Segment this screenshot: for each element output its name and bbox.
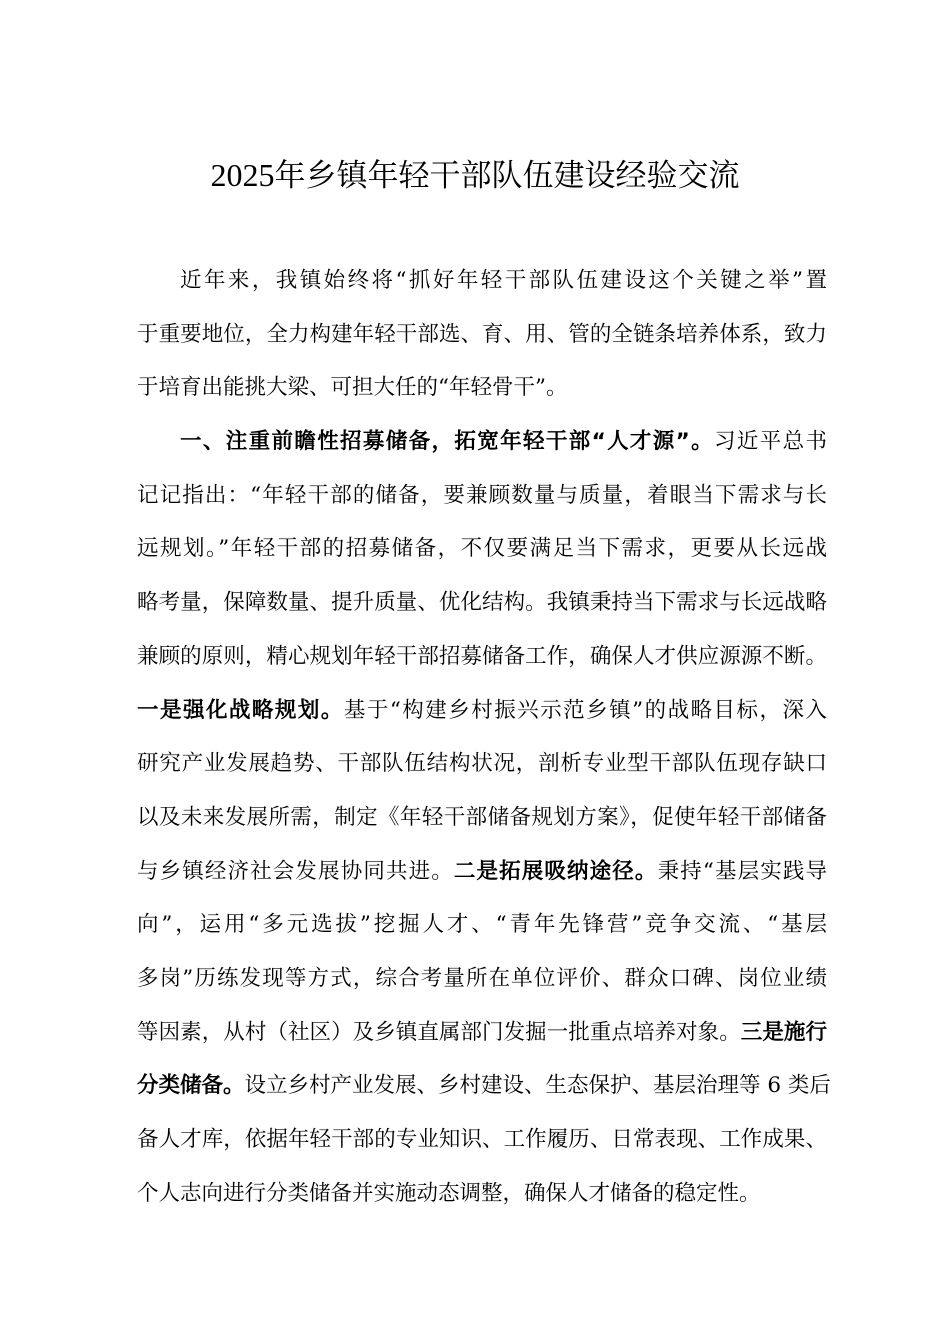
- body-text: 向”，运用“多元选拔”挖掘人才、“青年先锋营”竞争交流、“基层: [137, 912, 827, 938]
- text-line: [137, 1167, 827, 1221]
- body-text: 个人志向进行分类储备并实施动态调整，确保人才储备的稳定性。: [137, 1180, 761, 1206]
- text-line: [137, 630, 827, 684]
- body-text: 以及未来发展所需，制定《年轻干部储备规划方案》，促使年轻干部储备: [137, 804, 827, 830]
- body-text: 与乡镇经济社会发展协同共进。: [137, 858, 454, 884]
- text-line: [137, 361, 827, 415]
- bold-heading-text: 二是拓展吸纳途径。: [453, 858, 658, 884]
- title-text: 年乡镇年轻干部队伍建设经验交流: [274, 157, 740, 194]
- text-line: [137, 308, 827, 362]
- text-line: [137, 845, 827, 899]
- text-line: [137, 952, 827, 1006]
- body-text: 备人才库，依据年轻干部的专业知识、工作履历、日常表现、工作成果、: [137, 1127, 827, 1152]
- body-text: 秉持“基层实践导: [657, 858, 827, 884]
- body-text: 于重要地位，全力构建年轻干部选、育、用、管的全链条培养体系，致力: [137, 321, 827, 347]
- text-line: [137, 469, 827, 523]
- document-title: [0, 153, 950, 198]
- body-text: 基于“构建乡村振兴示范乡镇”的战略目标，深入: [343, 697, 827, 723]
- bold-heading-text: 一是强化战略规划。: [137, 697, 344, 723]
- body-text: 设立乡村产业发展、乡村建设、生态保护、基层治理等 6 类后: [244, 1073, 831, 1099]
- body-text: 远规划。”年轻干部的招募储备，不仅要满足当下需求，更要从长远战: [137, 536, 827, 562]
- text-line: [137, 254, 827, 308]
- text-line: [137, 415, 827, 469]
- text-line: [137, 1059, 831, 1113]
- bold-heading-text: 分类储备。: [137, 1073, 245, 1099]
- text-line: [137, 1113, 827, 1167]
- text-line: [137, 791, 827, 845]
- text-line: [137, 737, 827, 791]
- document-body: [137, 254, 831, 1220]
- bold-heading-text: 一、注重前瞻性招募储备，拓宽年轻干部“人才源”。: [180, 429, 715, 455]
- body-text: 研究产业发展趋势、干部队伍结构状况，剖析专业型干部队伍现存缺口: [137, 751, 827, 777]
- bold-heading-text: 三是施行: [740, 1019, 827, 1045]
- text-line: [137, 898, 827, 952]
- body-text: 于培育出能挑大梁、可担大任的“年轻骨干”。: [137, 375, 568, 401]
- body-text: 近年来，我镇始终将“抓好年轻干部队伍建设这个关键之举”置: [180, 268, 827, 293]
- body-text: 略考量，保障数量、提升质量、优化结构。我镇秉持当下需求与长远战略: [137, 590, 827, 616]
- text-line: [137, 1006, 827, 1060]
- body-text: 习近平总书: [714, 429, 827, 455]
- text-line: [137, 522, 827, 576]
- body-text: 等因素，从村（社区）及乡镇直属部门发掘一批重点培养对象。: [137, 1019, 741, 1045]
- body-text: 多岗”历练发现等方式，综合考量所在单位评价、群众口碑、岗位业绩: [137, 965, 827, 991]
- body-text: 兼顾的原则，精心规划年轻干部招募储备工作，确保人才供应源源不断。: [137, 643, 827, 669]
- body-text: 记记指出：“年轻干部的储备，要兼顾数量与质量，着眼当下需求与长: [137, 482, 827, 508]
- text-line: [137, 576, 827, 630]
- text-line: [137, 684, 827, 738]
- title-year: 2025: [210, 156, 275, 193]
